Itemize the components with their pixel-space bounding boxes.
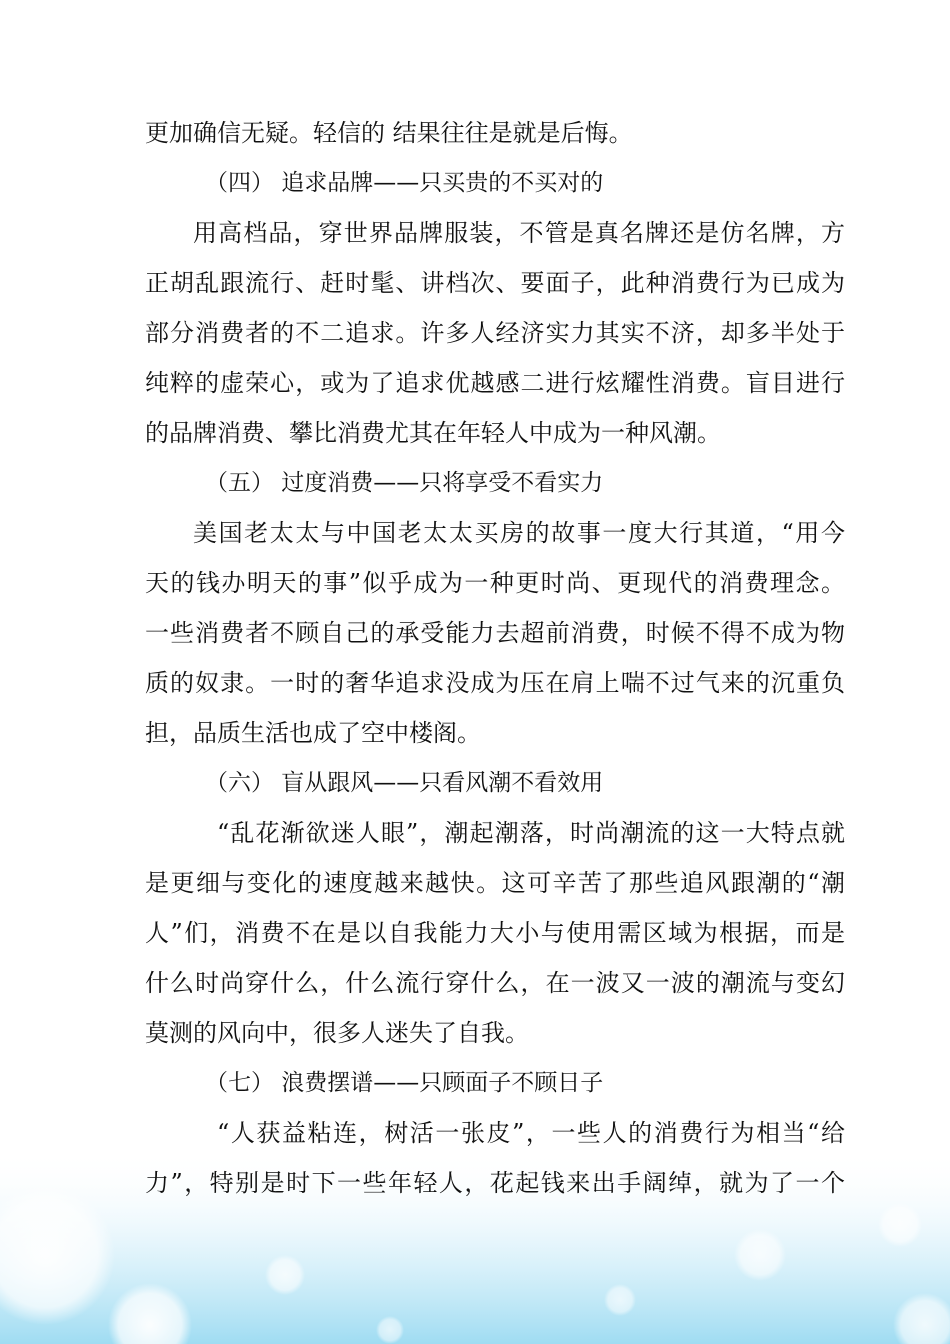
text-line: 人”们，消费不在是以自我能力大小与使用需区域为根据，而是 (145, 919, 845, 947)
text-line: 天的钱办明天的事”似乎成为一种更时尚、更现代的消费理念。 (145, 569, 845, 597)
text-line: 莫测的风向中，很多人迷失了自我。 (145, 1019, 529, 1047)
text-line: 是更细与变化的速度越来越快。这可辛苦了那些追风跟潮的“潮 (145, 869, 845, 897)
text-line: 美国老太太与中国老太太买房的故事一度大行其道，“用今 (193, 519, 845, 547)
text-line: 质的奴隶。一时的奢华追求没成为压在肩上喘不过气来的沉重负 (145, 669, 845, 697)
section-heading: （五） 过度消费——只将享受不看实力 (205, 470, 604, 496)
bubble-decoration (734, 1229, 786, 1281)
text-line: 纯粹的虚荣心，或为了追求优越感二进行炫耀性消费。盲目进行 (145, 369, 845, 397)
text-line: 什么时尚穿什么，什么流行穿什么，在一波又一波的潮流与变幻 (145, 969, 845, 997)
text-line: “乱花渐欲迷人眼”，潮起潮落，时尚潮流的这一大特点就 (217, 819, 845, 847)
document-body (145, 108, 845, 1208)
text-line: 用高档品，穿世界品牌服装，不管是真名牌还是仿名牌，方 (193, 219, 845, 247)
text-line: 力”，特别是时下一些年轻人，花起钱来出手阔绰，就为了一个 (145, 1169, 845, 1197)
bubble-decoration (265, 1255, 305, 1295)
section-heading: （四） 追求品牌——只买贵的不买对的 (205, 170, 604, 196)
section-heading: （六） 盲从跟风——只看风潮不看效用 (205, 770, 604, 796)
text-line: 更加确信无疑。轻信的 结果往往是就是后悔。 (145, 119, 633, 147)
bubble-decoration (376, 1316, 404, 1344)
text-line: 正胡乱跟流行、赶时髦、讲档次、要面子，此种消费行为已成为 (145, 269, 845, 297)
text-line: 一些消费者不顾自己的承受能力去超前消费，时候不得不成为物 (145, 619, 845, 647)
text-line: 担，品质生活也成了空中楼阁。 (145, 719, 481, 747)
text-line: 的品牌消费、攀比消费尤其在年轻人中成为一种风潮。 (145, 419, 721, 447)
bubble-decoration (878, 1203, 922, 1247)
section-heading: （七） 浪费摆谱——只顾面子不顾日子 (205, 1070, 604, 1096)
bubble-decoration (604, 1284, 636, 1316)
text-line: 部分消费者的不二追求。许多人经济实力其实不济，却多半处于 (145, 319, 845, 347)
text-line: “人获益粘连，树活一张皮”，一些人的消费行为相当“给 (217, 1119, 845, 1147)
